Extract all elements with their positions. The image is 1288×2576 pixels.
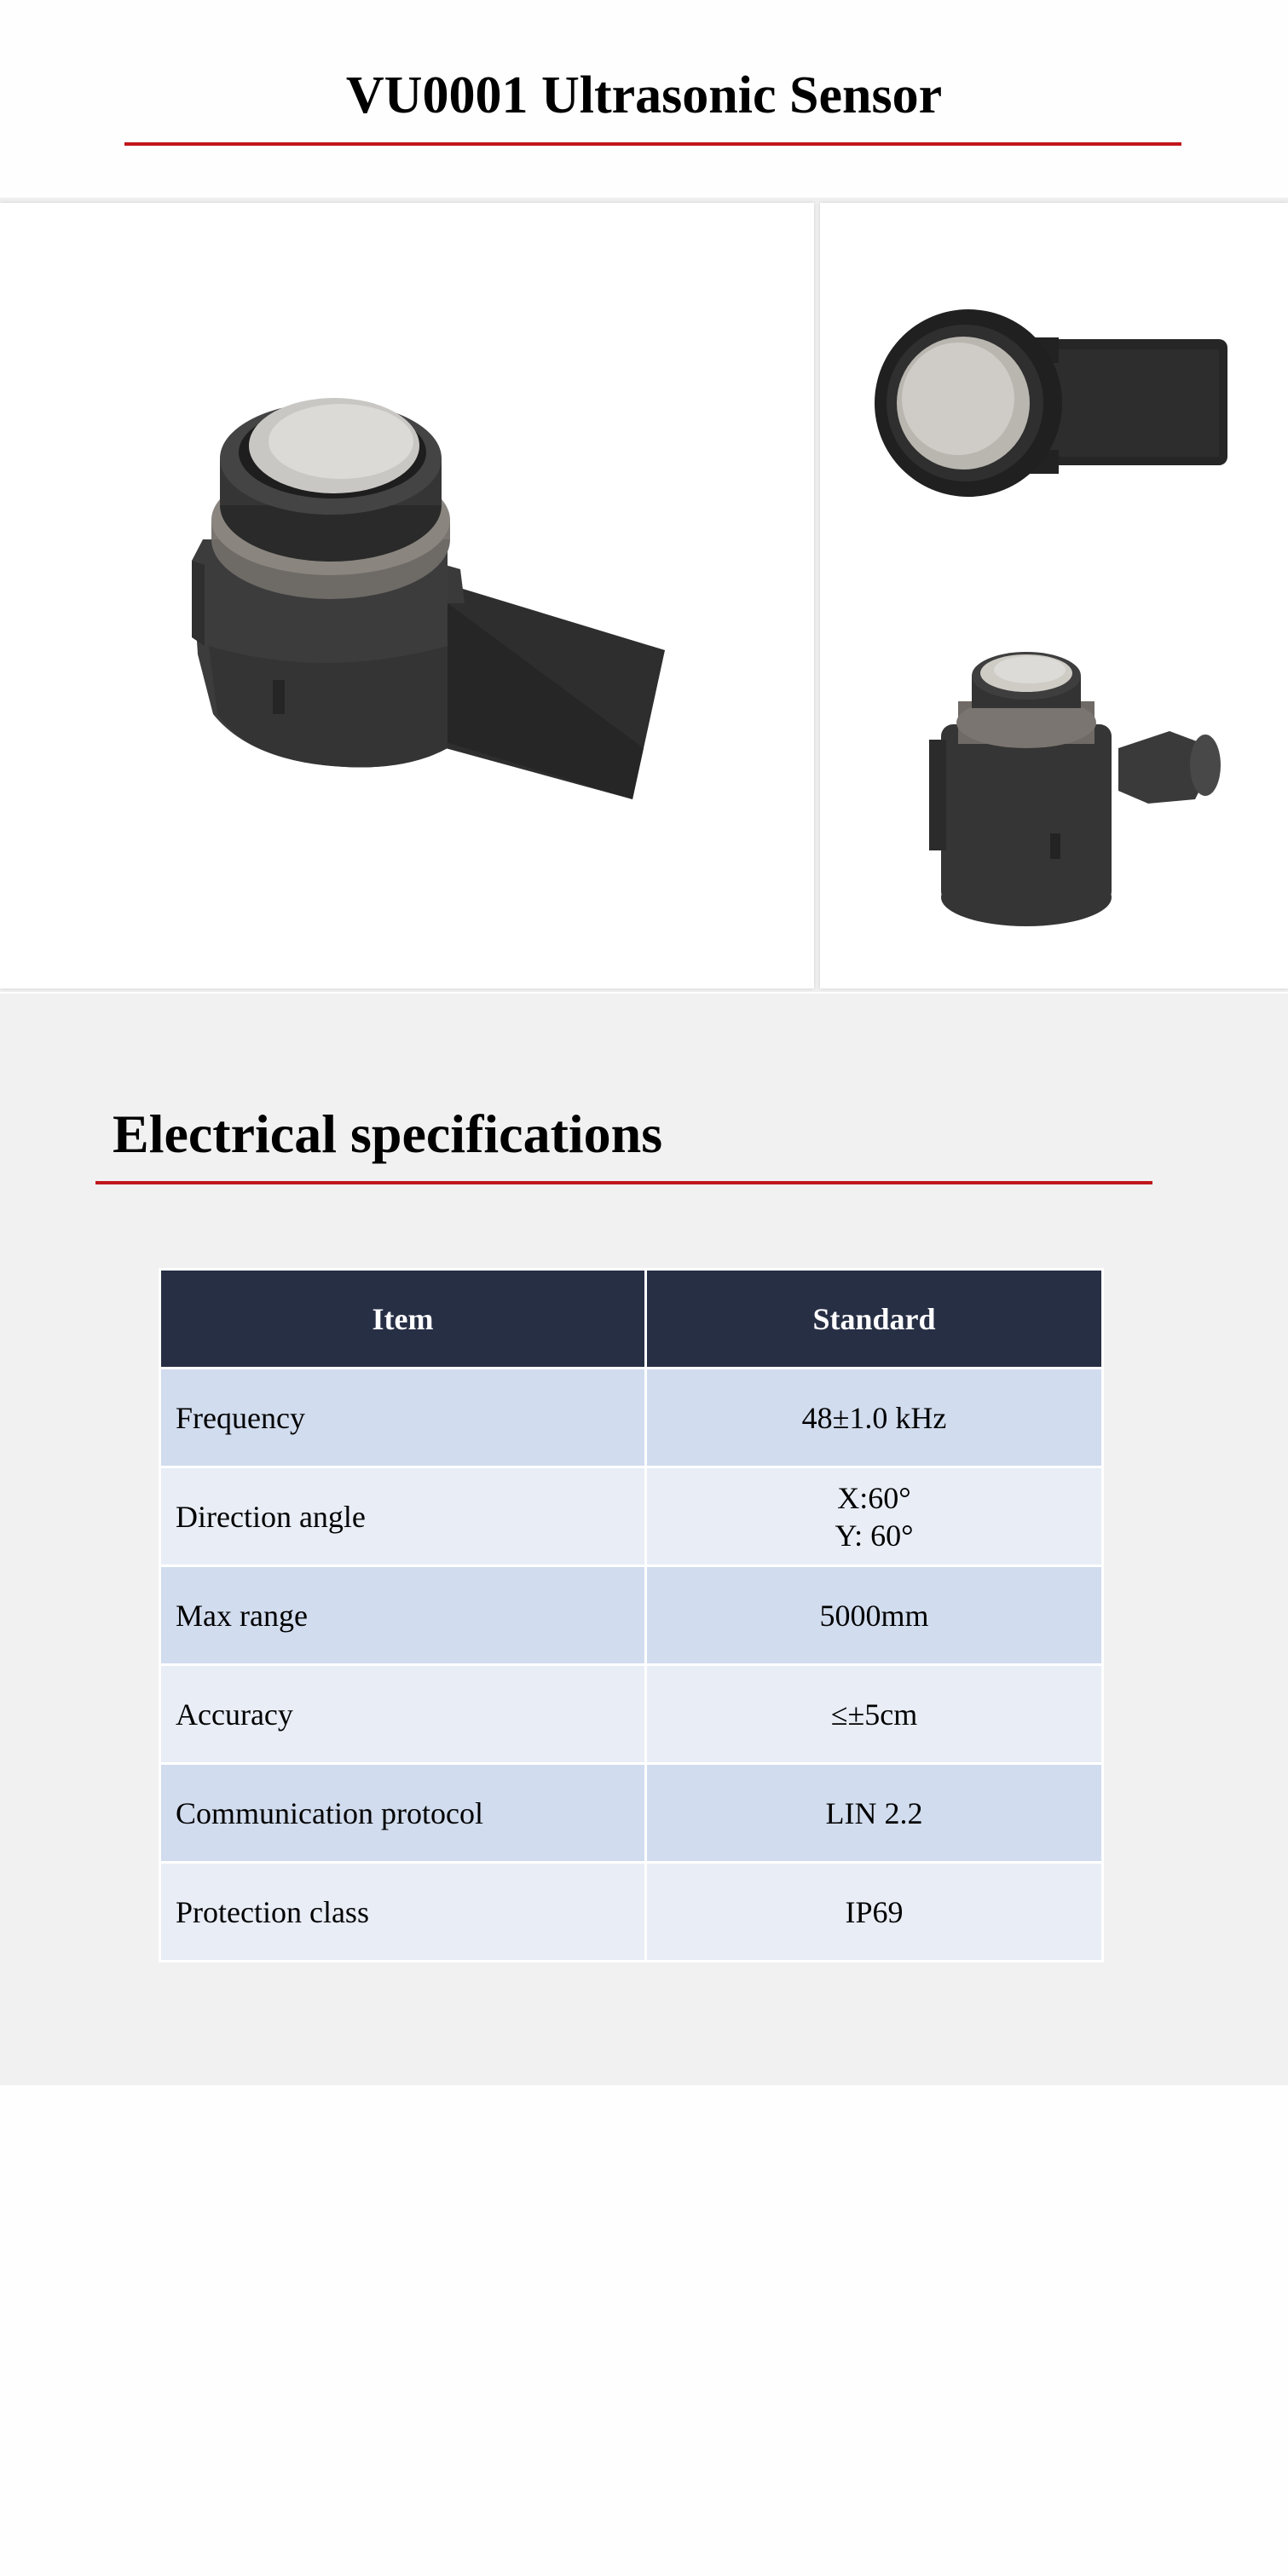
column-header-standard: Standard — [646, 1270, 1103, 1369]
product-gallery — [0, 198, 1288, 992]
sensor-side-view-image — [929, 652, 1221, 926]
standard-cell: X:60° Y: 60° — [646, 1467, 1103, 1566]
page-header — [0, 0, 1288, 196]
item-cell: Communication protocol — [160, 1764, 646, 1863]
specifications-section — [0, 994, 1288, 2085]
standard-cell: LIN 2.2 — [646, 1764, 1103, 1863]
spec-table — [159, 1268, 1104, 1962]
table-row — [160, 1467, 1103, 1566]
item-cell: Frequency — [160, 1369, 646, 1467]
table-row — [160, 1566, 1103, 1665]
title-underline — [124, 142, 1181, 146]
page-title: VU0001 Ultrasonic Sensor — [345, 66, 943, 124]
table-row — [160, 1764, 1103, 1863]
product-image-main — [0, 203, 814, 988]
standard-cell: 48±1.0 kHz — [646, 1369, 1103, 1467]
page-footer-area — [0, 2085, 1288, 2576]
product-image-side — [820, 203, 1288, 988]
table-row — [160, 1665, 1103, 1764]
column-header-item: Item — [160, 1270, 646, 1369]
item-cell: Protection class — [160, 1863, 646, 1962]
table-header-row — [160, 1270, 1103, 1369]
item-cell: Max range — [160, 1566, 646, 1665]
standard-cell: ≤±5cm — [646, 1665, 1103, 1764]
section-title: Electrical specifications — [113, 1104, 663, 1164]
standard-cell: 5000mm — [646, 1566, 1103, 1665]
item-cell: Accuracy — [160, 1665, 646, 1764]
table-row — [160, 1863, 1103, 1962]
table-row — [160, 1369, 1103, 1467]
section-underline — [95, 1181, 1152, 1184]
sensor-alternate-views-image — [820, 203, 1288, 988]
sensor-top-view-image — [875, 309, 1227, 497]
standard-cell: IP69 — [646, 1863, 1103, 1962]
sensor-three-quarter-view-image — [0, 203, 814, 988]
item-cell: Direction angle — [160, 1467, 646, 1566]
